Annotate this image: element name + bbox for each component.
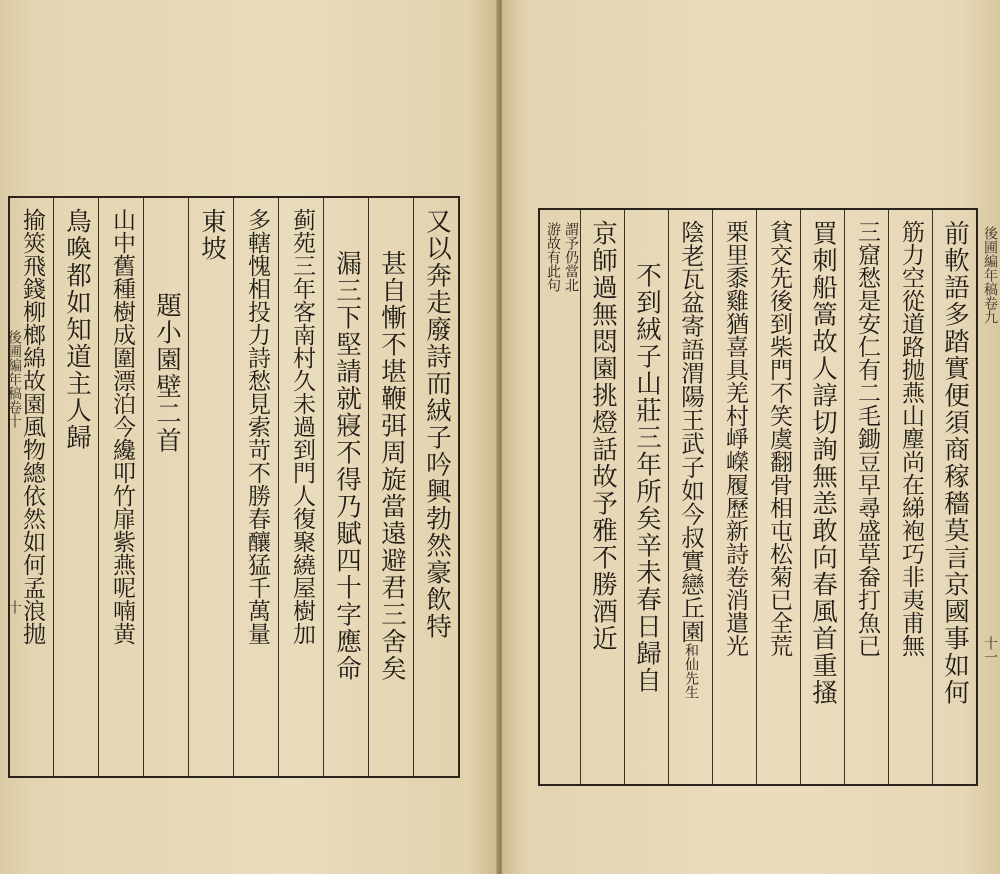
text-column: 漏三下堅請就寢不得乃賦四十字應命	[323, 198, 368, 776]
text-column: 山中舊種樹成圍漂泊今纔叩竹扉紫燕呢喃黄	[98, 198, 143, 776]
left-folio-number: 十	[6, 600, 22, 614]
text-column: 京師過無悶園挑燈話故予雅不勝酒近	[580, 210, 624, 784]
right-text-frame	[538, 208, 978, 786]
annotation-note: 和仙先生	[683, 643, 699, 699]
text-column: 栗里黍雞猶喜具羌村崢嶸履歷新詩卷消遣光	[712, 210, 756, 784]
text-column: 鳥喚都如知道主人歸	[53, 198, 98, 776]
text-column: 前軟語多踏實便須商稼穡莫言京國事如何	[932, 210, 976, 784]
left-margin-title: 後圃編年稿卷十	[6, 330, 22, 428]
text-column: 陰老瓦盆寄語渭陽王武子如今叔實戀丘園和仙先生	[668, 210, 712, 784]
poem-title: 題小園壁二首	[143, 198, 188, 776]
text-column: 甚自慚不堪鞭弭周旋當遠避君三舍矣	[368, 198, 413, 776]
right-folio-number: 十一	[982, 636, 998, 664]
text-column: 多轄愧相投力詩愁見索苛不勝春釀猛千萬量	[233, 198, 278, 776]
text-column: 不到絨子山莊三年所矣辛未春日歸自	[624, 210, 668, 784]
text-column: 三窟愁是安仁有二毛鋤豆早尋盛草畚打魚已	[844, 210, 888, 784]
text-column: 又以奔走廢詩而絨子吟興勃然豪飲特	[413, 198, 458, 776]
text-column: 貧交先後到柴門不笑虞翻骨相屯松菊已全荒	[756, 210, 800, 784]
text-column: 揄筴飛錢柳榔綿故園風物總依然如何孟浪抛	[19, 208, 45, 645]
right-margin-title: 後圃編年稿卷九	[982, 226, 998, 324]
text-column: 筋力空從道路抛燕山塵尚在綈袍巧非夷甫無	[888, 210, 932, 784]
right-page	[502, 0, 1000, 874]
left-text-frame	[8, 196, 460, 778]
annotation-column: 謂予仍當北 游故有此句	[545, 222, 579, 292]
text-column: 蓟苑三年客南村久未過到門人復聚繞屋樹加	[278, 198, 323, 776]
text-column: 買刺船篙故人諄切詢無恙敢向春風首重搔	[800, 210, 844, 784]
left-page	[0, 0, 498, 874]
text-column: 東坡	[188, 198, 233, 776]
